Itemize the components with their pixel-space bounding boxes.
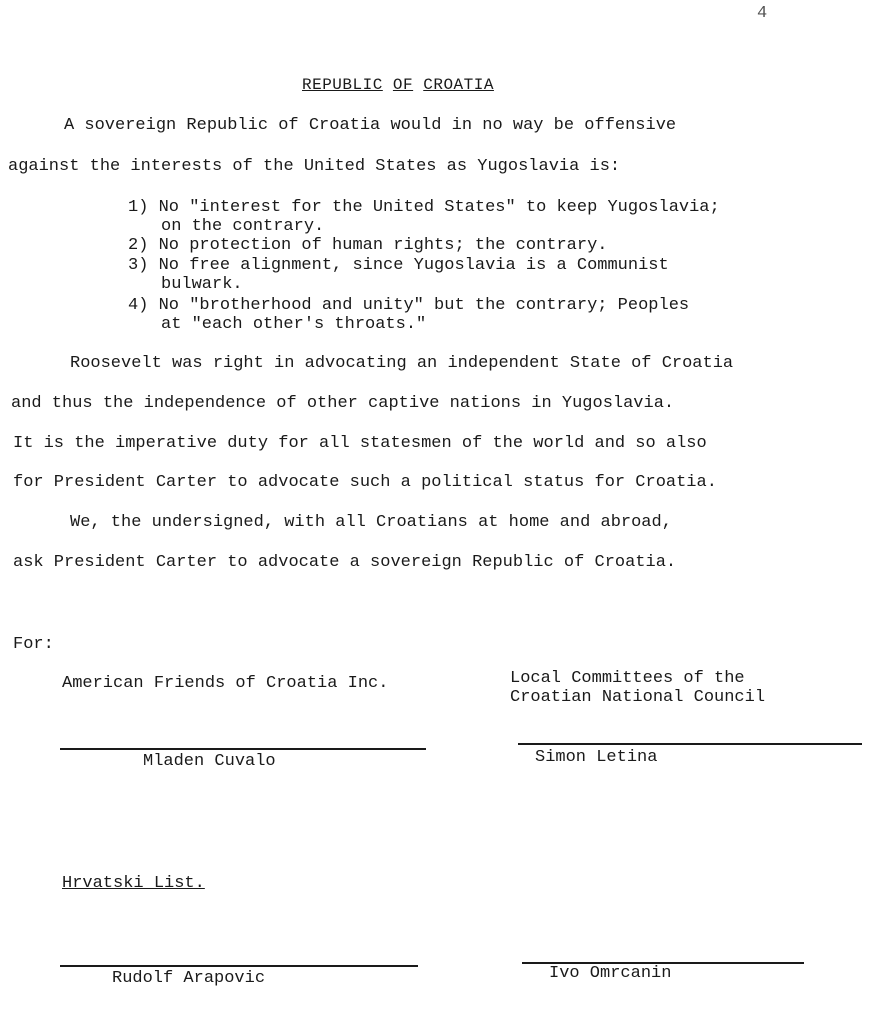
org-american-friends: American Friends of Croatia Inc. bbox=[62, 674, 389, 693]
list-text-continued: on the contrary. bbox=[161, 217, 325, 236]
list-number: 1) bbox=[128, 198, 149, 217]
signature-line bbox=[518, 743, 862, 745]
org-local-committees bbox=[510, 669, 765, 707]
list-text: No free alignment, since Yugoslavia is a Communist bbox=[158, 256, 669, 275]
signatory-name: Ivo Omrcanin bbox=[549, 964, 672, 983]
list-text: No protection of human rights; the contrary. bbox=[158, 236, 608, 255]
signature-line bbox=[60, 748, 426, 750]
body-line-3: It is the imperative duty for all statesmen of the world and so also bbox=[13, 434, 707, 453]
for-label: For: bbox=[13, 635, 54, 654]
title-word-croatia: CROATIA bbox=[423, 76, 494, 94]
intro-line-2: against the interests of the United States as Yugoslavia is: bbox=[8, 157, 621, 176]
list-text-continued: at "each other's throats." bbox=[161, 315, 427, 334]
list-number: 4) bbox=[128, 296, 149, 315]
body-line-1: Roosevelt was right in advocating an independent State of Croatia bbox=[70, 354, 734, 373]
list-number: 3) bbox=[128, 256, 149, 275]
list-text-continued: bulwark. bbox=[161, 275, 243, 294]
list-item bbox=[128, 198, 720, 236]
org-local-committees-line-2: Croatian National Council bbox=[510, 688, 766, 707]
signature-line bbox=[60, 965, 418, 967]
list-item bbox=[128, 256, 669, 294]
list-item bbox=[128, 236, 607, 255]
document-title bbox=[302, 76, 494, 94]
org-hrvatski-list: Hrvatski List. bbox=[62, 874, 205, 893]
body-line-6: ask President Carter to advocate a sovereign Republic of Croatia. bbox=[13, 553, 677, 572]
intro-line-1: A sovereign Republic of Croatia would in no way be offensive bbox=[64, 116, 677, 135]
body-line-5: We, the undersigned, with all Croatians at home and abroad, bbox=[70, 513, 672, 532]
list-text: No "brotherhood and unity" but the contrary; Peoples bbox=[158, 296, 690, 315]
signatory-name: Rudolf Arapovic bbox=[112, 969, 266, 988]
org-local-committees-line-1: Local Committees of the bbox=[510, 669, 745, 688]
list-item bbox=[128, 296, 689, 334]
body-line-4: for President Carter to advocate such a political status for Croatia. bbox=[13, 473, 717, 492]
page-number: 4 bbox=[757, 4, 768, 23]
title-word-republic: REPUBLIC bbox=[302, 76, 383, 94]
signatory-name: Mladen Cuvalo bbox=[143, 752, 276, 771]
list-number: 2) bbox=[128, 236, 149, 255]
list-text: No "interest for the United States" to keep Yugoslavia; bbox=[158, 198, 720, 217]
title-word-of: OF bbox=[392, 76, 414, 94]
signatory-name: Simon Letina bbox=[535, 748, 658, 767]
body-line-2: and thus the independence of other captive nations in Yugoslavia. bbox=[11, 394, 675, 413]
